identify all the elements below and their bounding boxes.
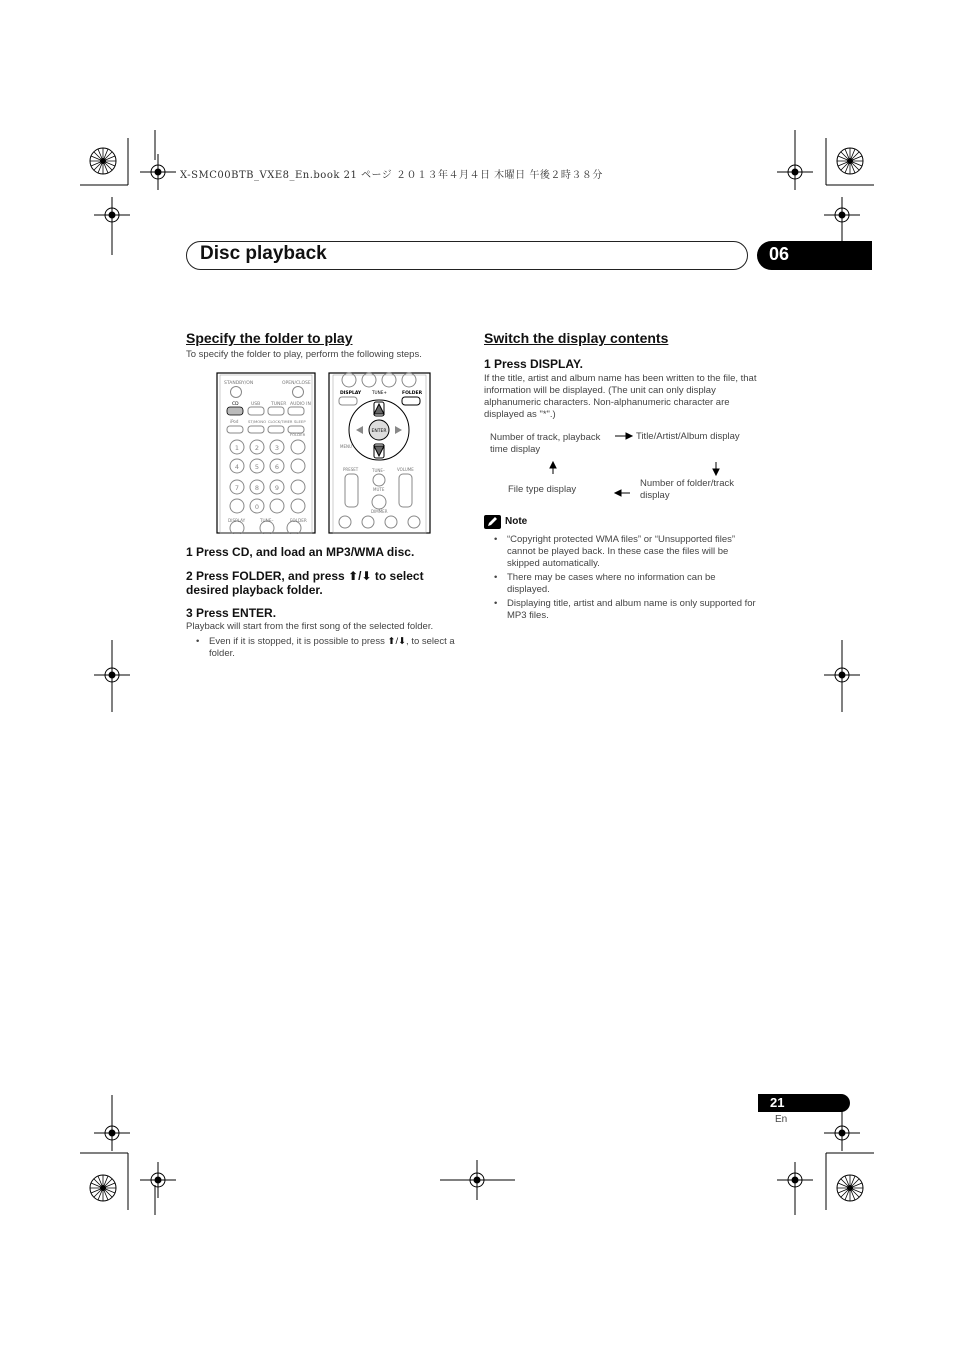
remote-label: OPEN/CLOSE [282,381,311,386]
intro-text: To specify the folder to play, perform the following steps. [186,349,422,360]
svg-text:4: 4 [234,463,240,471]
step-2-press-folder [186,569,456,597]
bullet-text-b: , to select a folder. [209,636,455,659]
section-heading-switch-display: Switch the display contents [484,330,669,346]
remote-label: DISPLAY [228,518,246,523]
note-bullet: • Displaying title, artist and album name is only supported for MP3 files. [507,598,759,622]
step-2-text-a: 2 Press FOLDER, and press [186,569,345,583]
remote-label: CLOCK/TIMER [268,420,293,424]
section-heading-specify-folder: Specify the folder to play [186,330,353,346]
svg-text:7: 7 [234,484,240,492]
remote-label: TUNE– [260,518,274,523]
page-title: Disc playback [200,243,327,264]
remote-label: MENU [340,444,352,449]
chapter-number: 06 [757,241,872,270]
svg-text:3: 3 [274,444,280,452]
up-down-arrow-icon: ⬆/⬇ [387,636,407,647]
note-bullet: • “Copyright protected WMA files” or “Unsupported files” cannot be played back. In these case the files will be skipped automatically. [507,534,759,570]
display-description: If the title, artist and album name has been written to the file, that information will be displayed. (The unit can only display alphanumeric characters. Non-alphanumeric character are displayed as "*".) [484,373,757,420]
remote-control-illustration [216,370,432,534]
remote-label: ST/MONO [248,419,267,424]
remote-label: SLEEP [294,419,306,424]
up-down-arrow-icon: ⬆/⬇ [348,569,372,583]
remote-label: PRESET [343,467,359,472]
step-1-press-display: 1 Press DISPLAY. [484,357,583,371]
step-2-text-b: to select desired playback folder. [186,569,424,597]
diagram-number-of-folder: Number of folder/track display [640,478,734,501]
note-icon [484,515,501,529]
remote-label: TUNER [271,402,287,407]
diagram-title-artist-album: Title/Artist/Album display [636,431,740,442]
diagram-arrows [545,428,725,500]
remote-label: ENTER [371,429,387,434]
print-info: X-SMC00BTB_VXE8_En.book 21 ページ ２０１３年４月４日 木曜日 午後２時３８分 [180,170,603,181]
step-3-description: Playback will start from the first song of the selected folder. [186,621,434,632]
svg-text:5: 5 [254,463,260,471]
note-bullet: • There may be cases where no information can be displayed. [507,572,759,596]
remote-label: DIMMER [371,509,388,514]
svg-text:6: 6 [274,463,280,471]
diagram-file-type: File type display [508,484,577,495]
svg-text:2: 2 [254,444,260,452]
page-number: 21 [758,1094,850,1112]
left-bullet-note [209,636,461,660]
remote-label: USB [251,402,261,407]
bullet-text-a: Even if it is stopped, it is possible to press [209,636,385,647]
language-code: En [775,1114,788,1125]
remote-label: FOLDER [290,432,306,437]
step-1-press-cd: 1 Press CD, and load an MP3/WMA disc. [186,545,415,559]
note-label: Note [505,516,528,527]
diagram-number-of-track: Number of track, playback time display [490,432,601,455]
remote-label: DISPLAY [340,391,362,396]
remote-label: TUNE+ [372,390,387,395]
remote-label: AUDIO IN [290,402,311,407]
remote-label: FOLDER [290,518,307,523]
svg-text:1: 1 [234,444,240,452]
remote-label: TUNE– [372,468,385,473]
svg-text:0: 0 [254,503,260,511]
svg-text:9: 9 [274,484,280,492]
remote-label: STANDBY/ON [224,381,254,386]
svg-text:8: 8 [254,484,260,492]
remote-label: VOLUME [397,467,414,472]
remote-label: iPod [230,419,239,424]
remote-label: FOLDER [402,391,423,396]
remote-label: CD [232,402,239,407]
remote-label: MUTE [373,487,385,492]
step-3-press-enter: 3 Press ENTER. [186,606,277,620]
